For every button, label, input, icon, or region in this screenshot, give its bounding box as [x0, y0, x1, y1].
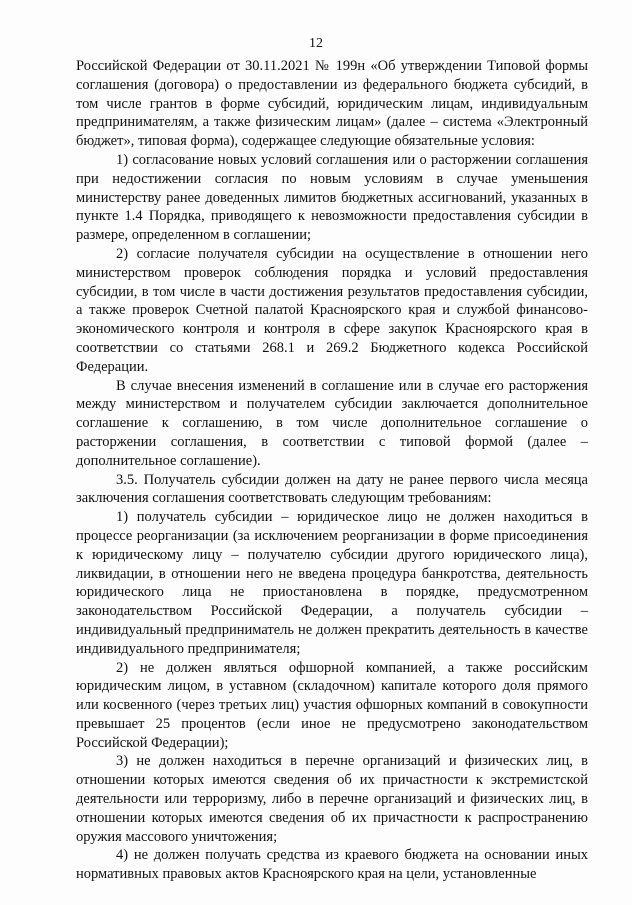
paragraph-requirement-3: 3) не должен находиться в перечне организаций и физических лиц, в отношении которых имеются сведения об их причастности к экстремистской деятельности или терроризму, либо в перечне организаций и физических лиц, в отношении которых имеются сведения об их причастности к распространению оружия массового уничтожения; [76, 753, 588, 845]
document-body [76, 57, 588, 884]
paragraph-section-3-5: 3.5. Получатель субсидии должен на дату не ранее первого числа месяца заключения соглашения соответствовать следующим требованиям: [76, 471, 588, 507]
paragraph-requirement-1: 1) получатель субсидии – юридическое лицо не должен находиться в процессе реорганизации (за исключением реорганизации в форме присоединения к юридическому лицу – получателю субсидии другого юридического лица), ликвидации, в отношении него не введена процедура банкротства, деятельность юридического лица не приостановлена в порядке, предусмотренном законодательством Российской Федерации, а получатель субсидии – индивидуальный предприниматель не должен прекратить деятельность в качестве индивидуального предпринимателя; [76, 509, 588, 657]
paragraph-amendment: В случае внесения изменений в соглашение или в случае его расторжения между министерством и получателем субсидии заключается дополнительное соглашение к соглашению, в том числе дополнительное соглашение о расторжении соглашения, в соответствии с типовой формой (далее – дополнительное соглашение). [76, 377, 588, 469]
paragraph-requirement-4: 4) не должен получать средства из краевого бюджета на основании иных нормативных правовых актов Красноярского края на цели, установленные [76, 847, 588, 883]
paragraph-condition-1: 1) согласование новых условий соглашения или о расторжении соглашения при недостижении согласия по новым условиям в случае уменьшения министерству ранее доведенных лимитов бюджетных ассигнований, указанных в пункте 1.4 Порядка, приводящего к невозможности предоставления субсидии в размере, определенном в соглашении; [76, 151, 588, 244]
paragraph-continuation: Российской Федерации от 30.11.2021 № 199н «Об утверждении Типовой формы соглашения (договора) о предоставлении из федерального бюджета субсидий, в том числе грантов в форме субсидий, юридическим лицам, индивидуальным предпринимателям, а также физическим лицам» (далее – система «Электронный бюджет», типовая форма), содержащее следующие обязательные условия: [76, 58, 588, 150]
page-number: 12 [309, 36, 323, 51]
paragraph-requirement-2: 2) не должен являться офшорной компанией, а также российским юридическим лицом, в уставном (складочном) капитале которого доля прямого или косвенного (через третьих лиц) участия офшорных компаний в совокупности превышает 25 процентов (если иное не предусмотрено законодательством Российской Федерации); [76, 659, 588, 751]
paragraph-condition-2: 2) согласие получателя субсидии на осуществление в отношении него министерством проверок соблюдения порядка и условий предоставления субсидии, в том числе в части достижения результатов предоставления субсидии, а также проверок Счетной палатой Красноярского края и службой финансово-экономического контроля и контроля в сфере закупок Красноярского края в соответствии со статьями 268.1 и 269.2 Бюджетного кодекса Российской Федерации. [76, 245, 588, 375]
